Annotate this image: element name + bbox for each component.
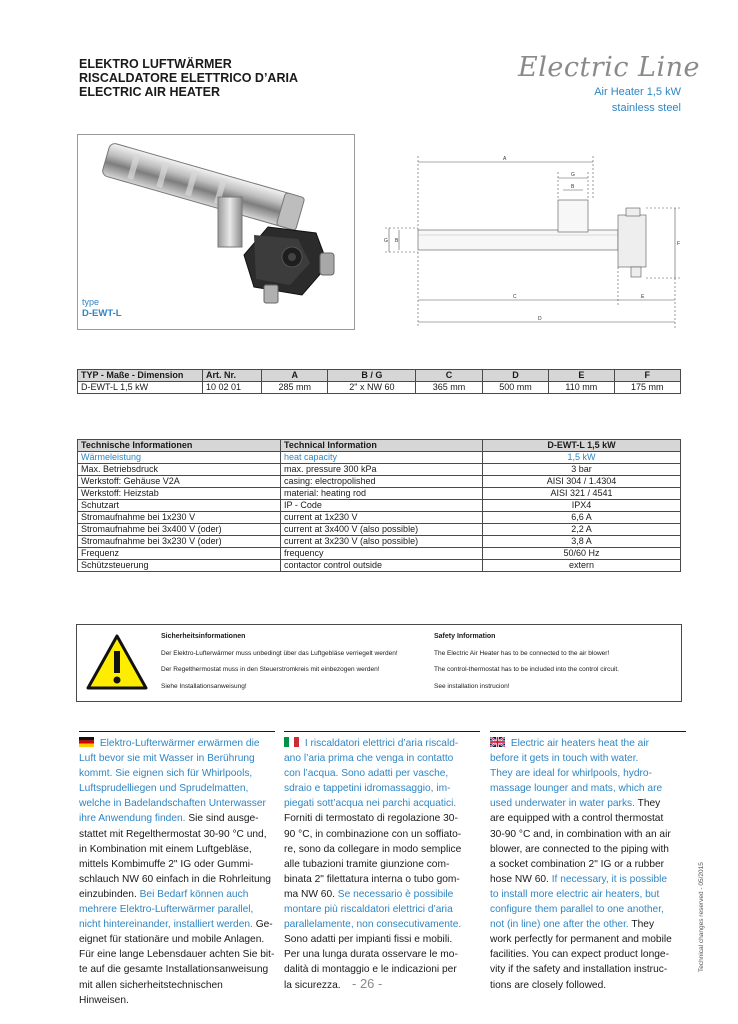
subtitle-power: Air Heater 1,5 kW	[594, 86, 681, 98]
description-text: used underwater in water parks.	[490, 798, 635, 810]
description-line	[490, 947, 686, 962]
dim-label-f: F	[677, 241, 681, 247]
safety-title-en: Safety Information	[434, 633, 496, 640]
description-line	[284, 796, 480, 811]
description-line	[284, 842, 480, 857]
description-line	[284, 932, 480, 947]
dim-cell: 10 02 01	[203, 382, 262, 394]
description-text: sdraio e tappetini idromassaggio, im-	[284, 783, 451, 795]
tech-cell: current at 3x400 V (also possible)	[281, 524, 483, 536]
dim-cell: 500 mm	[482, 382, 548, 394]
description-text: mittels Kombimuffe 2" IG oder Gummi-	[79, 858, 254, 870]
table-row	[78, 536, 681, 548]
tech-cell: extern	[483, 560, 681, 572]
description-line	[284, 857, 480, 872]
description-text: welche in Badelandschaften Unterwasser	[79, 798, 266, 810]
description-text: Forniti di termostato di regolazione 30-	[284, 813, 458, 825]
safety-line-en-3: See installation instrucion!	[434, 683, 510, 690]
tech-table-header	[78, 440, 681, 452]
dim-cell: 175 mm	[614, 382, 681, 394]
description-text: Electric air heaters heat the air	[510, 738, 650, 749]
description-line	[305, 738, 458, 749]
description-column-italian	[284, 731, 480, 993]
tech-cell: IP - Code	[281, 500, 483, 512]
page-number: - 26 -	[352, 976, 383, 991]
description-line	[490, 811, 686, 826]
description-text: They	[634, 798, 661, 810]
description-line	[490, 887, 686, 902]
description-text: are equipped with a control thermostat	[490, 813, 664, 825]
description-line	[79, 917, 275, 932]
tech-cell: Schutzart	[78, 500, 281, 512]
description-text: stattet mit Regelthermostat 30-90 °C und,	[79, 828, 267, 840]
description-line	[79, 751, 275, 766]
tech-col-de: Technische Informationen	[78, 440, 281, 452]
dimension-table	[77, 369, 681, 394]
italian-flag-icon	[284, 737, 299, 747]
description-line	[79, 781, 275, 796]
description-line	[284, 811, 480, 826]
description-text: parallelamente, non consecutivamente.	[284, 919, 462, 931]
brand-logo-electric-line: Electric Line	[518, 52, 700, 83]
tech-cell: max. pressure 300 kPa	[281, 464, 483, 476]
description-text: re, sono da collegare in modo semplice	[284, 843, 462, 855]
safety-title-de: Sicherheitsinformationen	[161, 633, 246, 640]
product-photo-frame	[77, 134, 355, 330]
title-german: ELEKTRO LUFTWÄRMER	[79, 57, 232, 71]
technical-info-table	[77, 439, 681, 572]
dim-col-d: D	[482, 370, 548, 382]
table-row	[78, 464, 681, 476]
subtitle-material: stainless steel	[611, 102, 681, 114]
tech-cell: 50/60 Hz	[483, 548, 681, 560]
dim-col-f: F	[614, 370, 681, 382]
tech-cell: Stromaufnahme bei 3x400 V (oder)	[78, 524, 281, 536]
description-line	[79, 842, 275, 857]
dim-cell: D-EWT-L 1,5 kW	[78, 382, 203, 394]
technical-changes-note: Technical changes reserved - 05/2015	[698, 862, 705, 972]
description-text: work perfectly for permanent and mobile	[490, 934, 672, 946]
description-text: blower, are connected to the piping with	[490, 843, 669, 855]
description-text: before it gets in touch with water.	[490, 753, 639, 765]
tech-cell: Stromaufnahme bei 3x230 V (oder)	[78, 536, 281, 548]
description-text: not (in line) one after the other.	[490, 919, 629, 931]
tech-cell: material: heating rod	[281, 488, 483, 500]
description-line	[490, 857, 686, 872]
description-text: to install more electric air heaters, but	[490, 888, 660, 900]
description-text: vity if the safety and installation instruc-	[490, 964, 668, 976]
description-text: schlauch NW 60 einfach in die Rohrleitung	[79, 873, 271, 885]
description-text: te auf die gesamte Installationsanweisung	[79, 964, 269, 976]
tech-cell: 2,2 A	[483, 524, 681, 536]
dim-label-d: D	[538, 316, 542, 322]
product-photo-heater	[78, 135, 354, 329]
description-text: Luft bevor sie mit Wasser in Berührung	[79, 753, 255, 765]
description-line	[490, 827, 686, 842]
tech-cell: Stromaufnahme bei 1x230 V	[78, 512, 281, 524]
description-line	[490, 751, 686, 766]
tech-cell: Max. Betriebsdruck	[78, 464, 281, 476]
description-line	[79, 902, 275, 917]
description-text: Se necessario è possibile	[334, 888, 454, 900]
dim-label-g: G	[571, 172, 575, 178]
table-row	[78, 500, 681, 512]
description-text: einzubinden.	[79, 888, 137, 900]
tech-cell: Schützsteuerung	[78, 560, 281, 572]
safety-info-box	[76, 624, 682, 702]
description-line	[284, 902, 480, 917]
description-line	[490, 872, 686, 887]
description-text: piegati sott’acqua nei parchi acquatici.	[284, 798, 457, 810]
tech-cell: casing: electropolished	[281, 476, 483, 488]
description-line	[79, 947, 275, 962]
tech-cell: Wärmeleistung	[78, 452, 281, 464]
description-line	[490, 978, 686, 993]
description-line	[284, 781, 480, 796]
description-text: alle tubazioni tramite giunzione com-	[284, 858, 450, 870]
description-text: massage lounger and mats, which are	[490, 783, 663, 795]
description-text: configure them parallel to one another,	[490, 904, 664, 916]
table-row	[78, 524, 681, 536]
dim-col-bg: B / G	[328, 370, 416, 382]
dim-cell: 365 mm	[416, 382, 482, 394]
description-line	[79, 796, 275, 811]
table-row	[78, 452, 681, 464]
description-text: la sicurezza.	[284, 979, 341, 991]
safety-line-de-1: Der Elektro-Lufterwärmer muss unbedingt über das Luftgebläse verriegelt werden!	[161, 650, 398, 657]
description-text: con l’acqua. Sono adatti per vasche,	[284, 768, 449, 780]
description-text: binata 2" filettatura interna o tubo gom-	[284, 873, 460, 885]
description-line	[490, 796, 686, 811]
description-line	[490, 962, 686, 977]
description-text: 90 °C, in combinazione con un soffiato-	[284, 828, 462, 840]
description-text: dalità di montaggio e le indicazioni per	[284, 964, 457, 976]
dim-cell: 110 mm	[549, 382, 614, 394]
description-text: Ge-	[252, 919, 273, 931]
description-text: in Kombination mit einem Luftgebläse,	[79, 843, 252, 855]
description-line	[490, 902, 686, 917]
description-text: tions are closely followed.	[490, 979, 607, 991]
uk-flag-icon	[490, 737, 505, 747]
table-row	[78, 476, 681, 488]
table-row	[78, 512, 681, 524]
tech-col-value: D-EWT-L 1,5 kW	[483, 440, 681, 452]
dim-col-type: TYP - Maße - Dimension	[78, 370, 203, 382]
description-text: ano l’aria prima che venga in contatto	[284, 753, 454, 765]
tech-cell: 3,8 A	[483, 536, 681, 548]
description-text: 30-90 °C and, in combination with an air	[490, 828, 671, 840]
dim-col-a: A	[262, 370, 328, 382]
description-text: kommt. Sie eignen sich für Whirlpools,	[79, 768, 253, 780]
dim-col-art: Art. Nr.	[203, 370, 262, 382]
table-row	[78, 548, 681, 560]
tech-cell: Frequenz	[78, 548, 281, 560]
description-line	[79, 857, 275, 872]
type-value: D-EWT-L	[82, 308, 122, 319]
description-line	[79, 872, 275, 887]
tech-cell: 6,6 A	[483, 512, 681, 524]
description-text: Elektro-Lufterwärmer erwärmen die	[99, 738, 260, 749]
description-text: ma NW 60.	[284, 888, 335, 900]
description-line	[79, 811, 275, 826]
title-english: ELECTRIC AIR HEATER	[79, 85, 220, 99]
description-line	[284, 766, 480, 781]
technical-dimension-drawing	[383, 150, 688, 335]
type-label: type	[82, 297, 100, 307]
safety-line-de-3: Siehe Installationsanweisung!	[161, 683, 247, 690]
description-line	[79, 766, 275, 781]
description-text: I riscaldatori elettrici d’aria riscald-	[304, 738, 459, 749]
dim-col-c: C	[416, 370, 482, 382]
dim-cell: 2" x NW 60	[328, 382, 416, 394]
tech-cell: heat capacity	[281, 452, 483, 464]
dim-label-g-left: G	[384, 238, 388, 244]
description-text: Sono adatti per impianti fissi e mobili.	[284, 934, 453, 946]
description-line	[100, 738, 260, 749]
description-text: nicht hintereinander, installiert werden.	[79, 919, 253, 931]
description-column-english	[490, 731, 686, 993]
description-text: If necessary, it is possible	[548, 873, 668, 885]
dim-label-e: E	[641, 294, 645, 300]
warning-triangle-icon	[85, 633, 149, 691]
dim-label-a: A	[503, 156, 507, 162]
tech-cell: Werkstoff: Gehäuse V2A	[78, 476, 281, 488]
description-line	[284, 887, 480, 902]
tech-cell: current at 3x230 V (also possible)	[281, 536, 483, 548]
german-flag-icon	[79, 737, 94, 747]
dim-cell: 285 mm	[262, 382, 328, 394]
tech-cell: 3 bar	[483, 464, 681, 476]
tech-cell: AISI 304 / 1.4304	[483, 476, 681, 488]
safety-line-en-2: The control-thermostat has to be included into the control circuit.	[434, 666, 619, 673]
tech-cell: contactor control outside	[281, 560, 483, 572]
description-text: ihre Anwendung finden.	[79, 813, 186, 825]
description-line	[284, 947, 480, 962]
description-line	[284, 751, 480, 766]
safety-line-de-2: Der Regelthermostat muss in den Steuerstromkreis mit einbezogen werden!	[161, 666, 380, 673]
description-line	[490, 842, 686, 857]
description-text: mehrere Elektro-Lufterwärmer parallel,	[79, 904, 254, 916]
dim-label-c: C	[513, 294, 517, 300]
description-line	[284, 827, 480, 842]
description-text: Per una lunga durata osservare le mo-	[284, 949, 458, 961]
description-line	[79, 962, 275, 977]
description-text: Sie sind ausge-	[185, 813, 259, 825]
description-text: Bei Bedarf können auch	[136, 888, 249, 900]
dim-col-e: E	[549, 370, 614, 382]
tech-cell: IPX4	[483, 500, 681, 512]
table-row	[78, 382, 681, 394]
tech-col-en: Technical Information	[281, 440, 483, 452]
description-line	[284, 917, 480, 932]
tech-cell: frequency	[281, 548, 483, 560]
table-row	[78, 560, 681, 572]
dim-label-b: B	[571, 184, 575, 190]
description-line	[284, 872, 480, 887]
dim-label-b-left: B	[395, 238, 399, 244]
description-line	[490, 917, 686, 932]
tech-cell: AISI 321 / 4541	[483, 488, 681, 500]
description-line	[490, 932, 686, 947]
dimension-table-header	[78, 370, 681, 382]
safety-line-en-1: The Electric Air Heater has to be connected to the air blower!	[434, 650, 610, 657]
table-row	[78, 488, 681, 500]
description-line	[490, 766, 686, 781]
description-text: Luftsprudelliegen und Sprudelmatten,	[79, 783, 249, 795]
description-text: Für eine lange Lebensdauer achten Sie bit-	[79, 949, 275, 961]
description-text: They	[628, 919, 655, 931]
description-column-german	[79, 731, 275, 1008]
tech-cell: 1,5 kW	[483, 452, 681, 464]
description-text: hose NW 60.	[490, 873, 549, 885]
description-text: eignet für stationäre und mobile Anlagen.	[79, 934, 265, 946]
description-text: mit allen sicherheitstechnischen Hinweisen.	[79, 979, 223, 1006]
description-line	[490, 781, 686, 796]
tech-cell: Werkstoff: Heizstab	[78, 488, 281, 500]
description-text: a socket combination 2" IG or a rubber	[490, 858, 665, 870]
description-line	[79, 827, 275, 842]
tech-cell: current at 1x230 V	[281, 512, 483, 524]
description-line	[79, 932, 275, 947]
description-line	[79, 887, 275, 902]
description-line	[79, 978, 275, 1008]
description-text: facilities. You can expect product longe-	[490, 949, 669, 961]
description-line	[511, 738, 649, 749]
title-italian: RISCALDATORE ELETTRICO D’ARIA	[79, 71, 298, 85]
description-text: They are ideal for whirlpools, hydro-	[490, 768, 652, 780]
description-text: montare più riscaldatori elettrici d’aria	[284, 904, 453, 916]
